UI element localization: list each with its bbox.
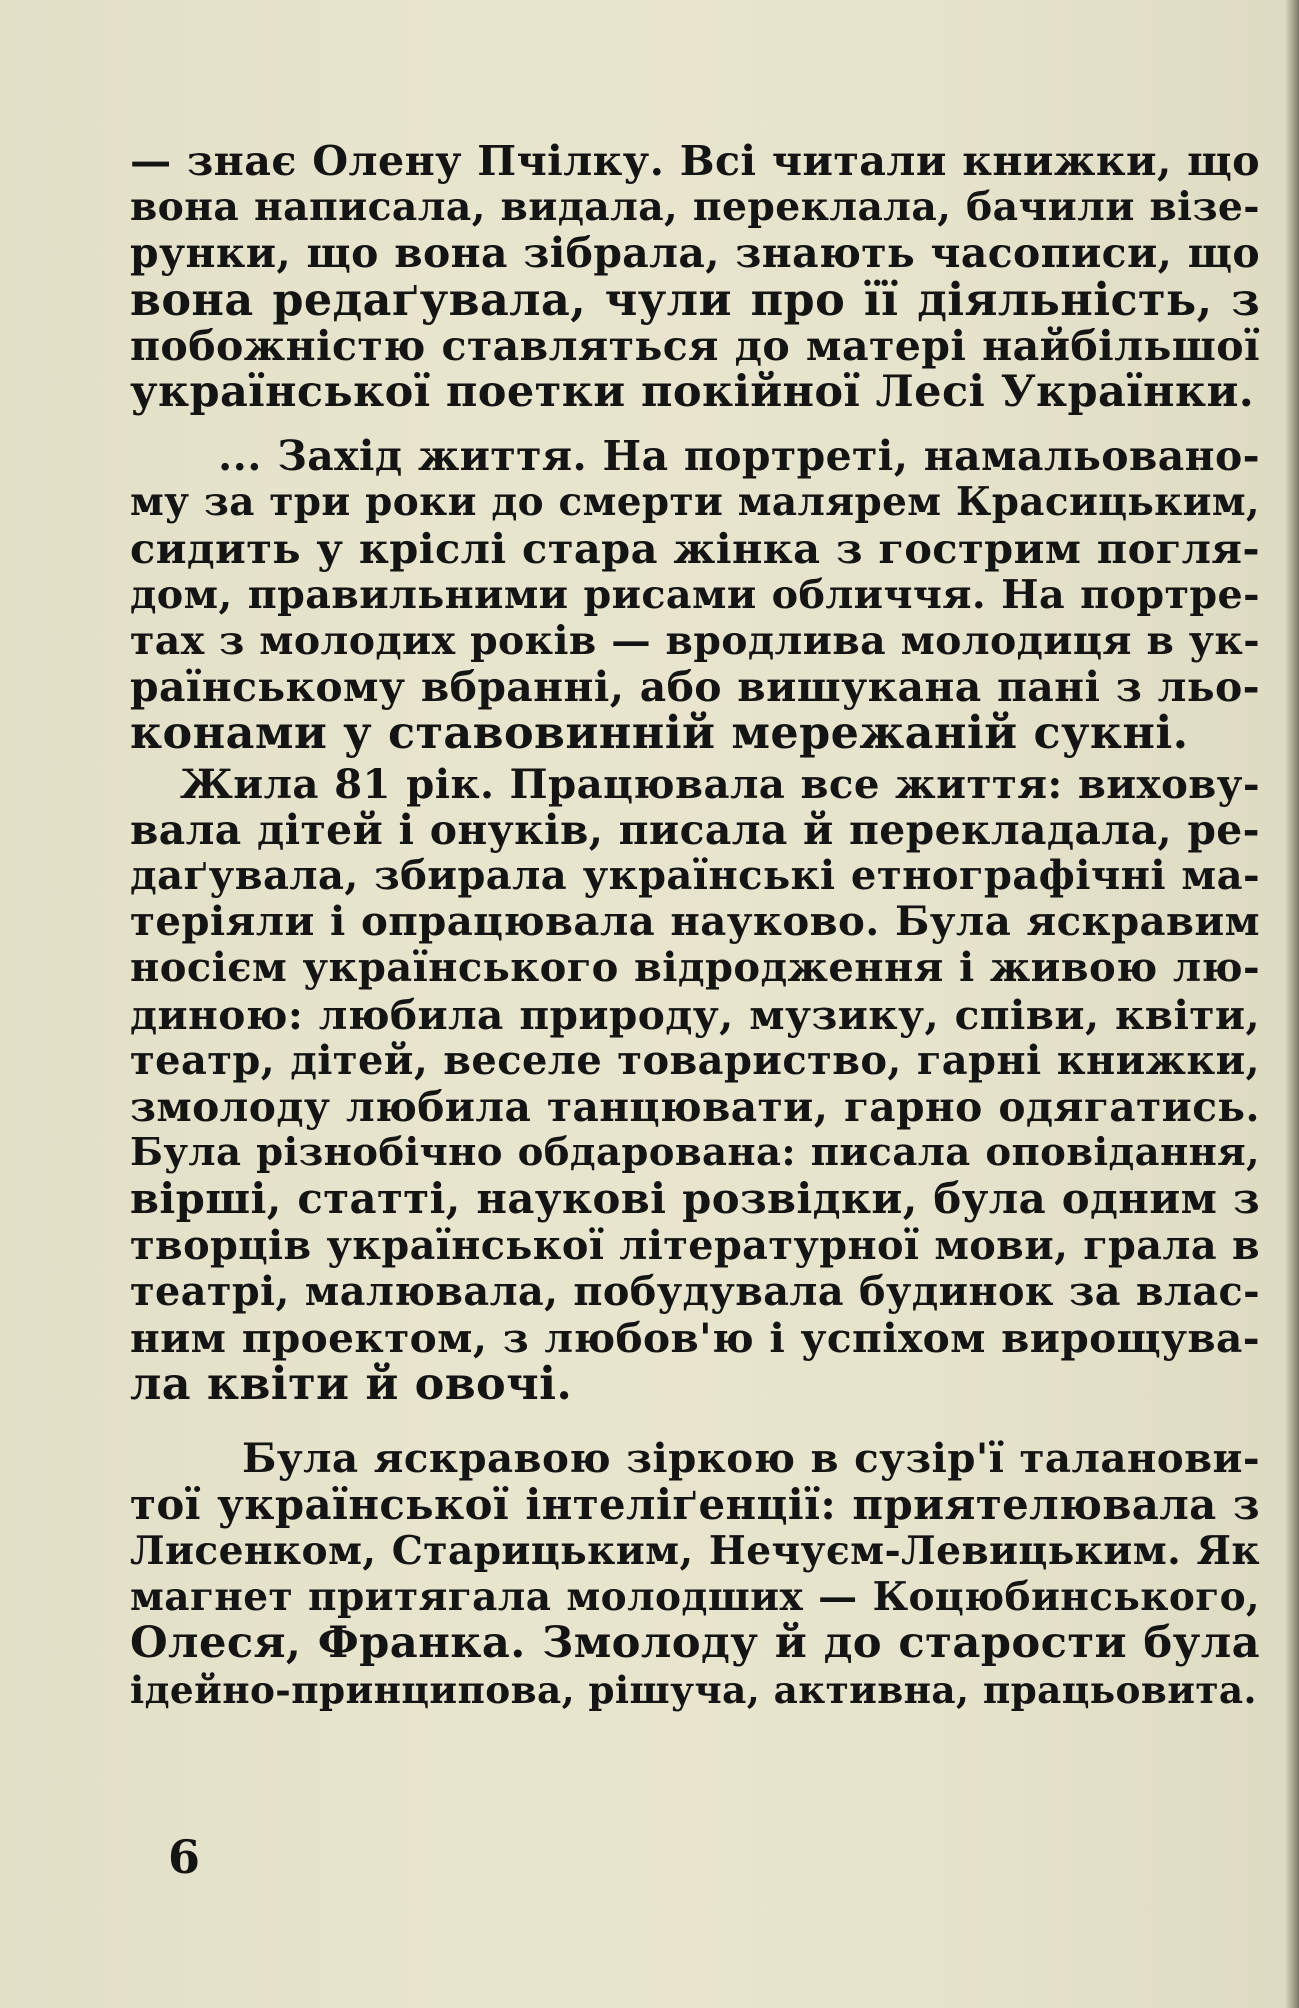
text-line: Лисенком, Старицьким, Нечуєм-Левицьким. Як [130,1527,1260,1574]
text-line: побожністю ставляться до матері найбільшої [130,320,1260,370]
text-line: тої української інтеліґенції: приятелювала з [130,1479,1260,1529]
text-line: дом, правильними рисами обличчя. На портре- [130,571,1260,618]
text-line: ... Захід життя. На портреті, намальовано- [218,432,1260,481]
text-line: вірші, статті, наукові розвідки, була одним з [130,1174,1260,1224]
text-line: театрі, малювала, побудувала будинок за влас- [130,1268,1260,1315]
paragraph-4 [130,1435,1260,1481]
text-line: змолоду любила танцювати, гарно одягатись. [130,1083,1260,1132]
text-line: конами у ставовинній мережаній сукні. [130,707,1189,760]
paragraph-3 [130,761,1260,807]
text-line: раїнському вбранні, або вишукана пані з льо- [130,663,1260,712]
text-line: рунки, що вона зібрала, знають часописи, що [130,229,1260,278]
text-line: — знає Олену Пчілку. Всі читали книжки, що [130,136,1260,185]
text-line: Жила 81 рік. Працювала все життя: вихову- [180,759,1260,808]
text-line: теріяли і опрацювала науково. Була яскравим [130,898,1260,946]
text-line: даґувала, збирала українські етнографічні ма- [130,852,1260,900]
text-line: творців української літературної мови, грала в [130,1222,1260,1269]
text-line: української поетки покійної Лесі Українки. [130,367,1255,418]
text-line: тах з молодих років — вродлива молодиця в ук- [130,618,1260,665]
text-line: театр, дітей, веселе товариство, гарні книжки, [130,1036,1260,1084]
paragraph-2-body [130,479,1260,760]
text-line: вона написала, видала, переклала, бачили візе- [130,184,1260,231]
text-line: ідейно-принципова, рішуча, активна, працьовита. [130,1667,1257,1712]
text-line: му за три роки до смерти малярем Красицьким, [130,479,1260,526]
text-line: сидить у кріслі стара жінка з гострим погля- [130,523,1260,573]
text-line: ла квіти й овочі. [130,1358,573,1411]
paragraph-1 [130,136,1260,418]
text-line: вона редаґувала, чули про її діяльність, з [130,273,1260,326]
text-line: магнет притягала молодших — Коцюбинського, [130,1574,1260,1621]
text-line: Була яскравою зіркою в сузір'ї таланови- [242,1434,1260,1483]
paragraph-2 [130,433,1260,479]
page-number: 6 [168,1830,201,1884]
body-text [130,138,1260,1713]
spine-edge [1285,0,1299,2008]
text-line: носієм українського відродження і живою лю- [130,944,1260,992]
paragraph-4-body [130,1479,1260,1713]
paragraph-3-body [130,805,1260,1411]
text-line: диною: любила природу, музику, співи, квіти, [130,990,1260,1039]
text-line: Олеся, Франка. Змолоду й до старости була [130,1617,1260,1669]
text-line: Була різнобічно обдарована: писала оповідання, [130,1130,1260,1176]
text-line: вала дітей і онуків, писала й перекладала, ре- [130,805,1260,854]
text-line: ним проектом, з любов'ю і успіхом вирощува- [130,1314,1260,1363]
